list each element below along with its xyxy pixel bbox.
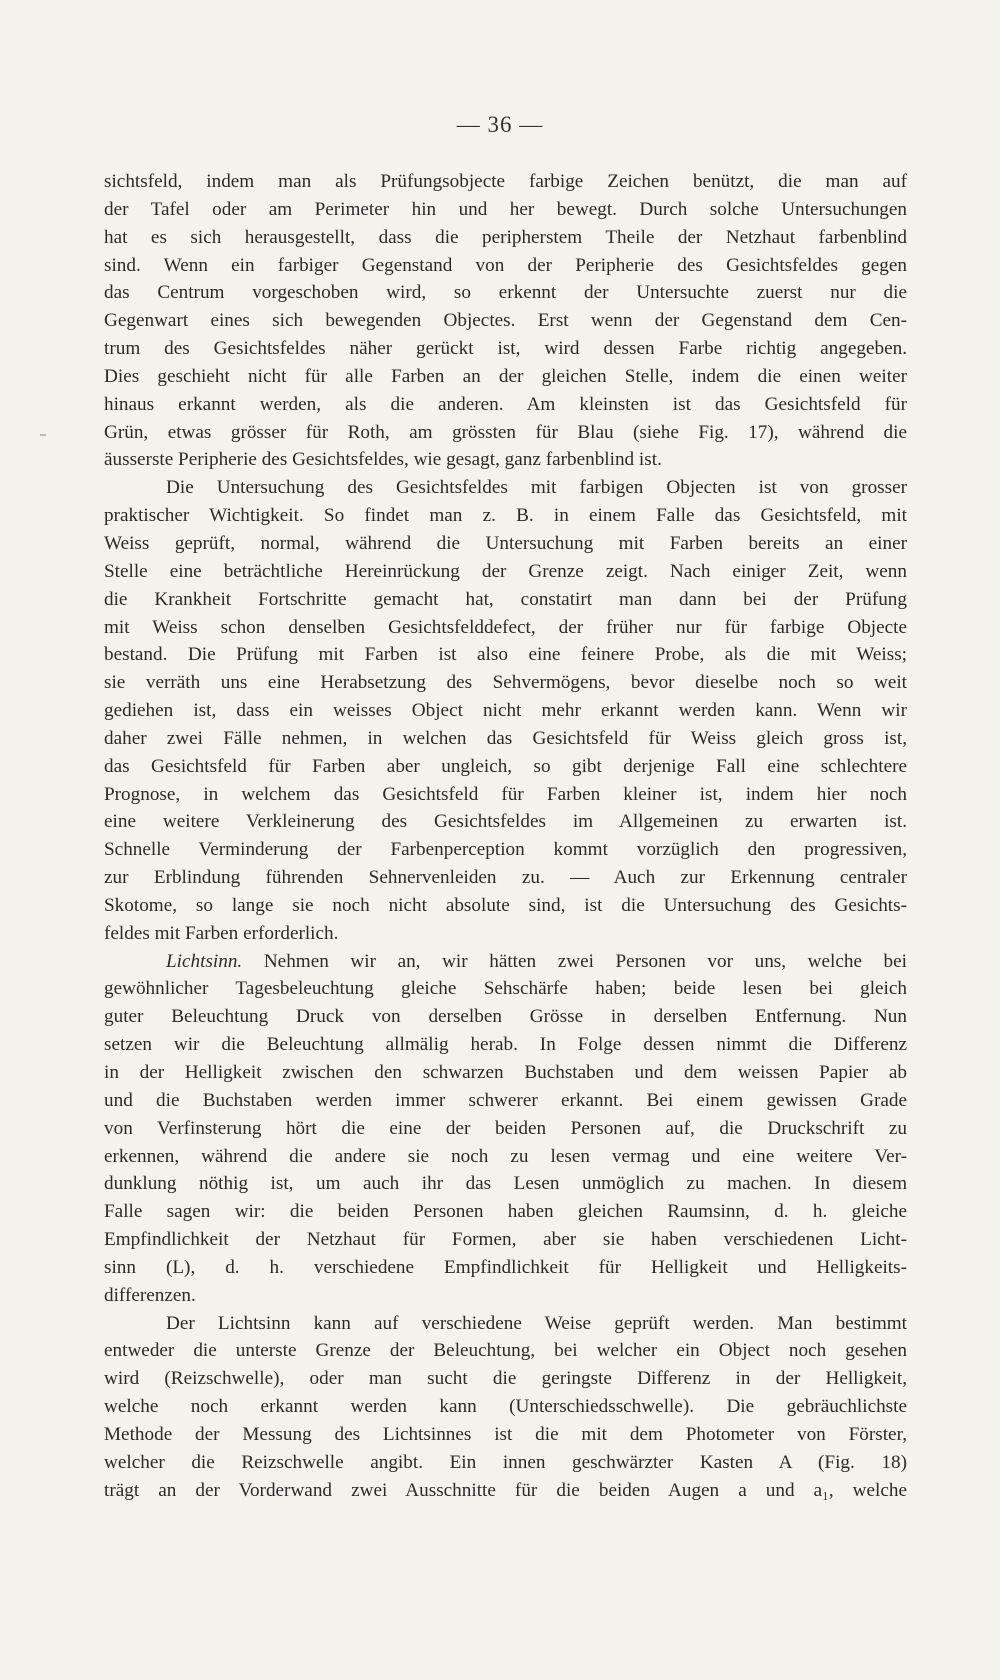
text-line: Grün, etwas grösser für Roth, am grössten für Blau (siehe Fig. 17), während die bbox=[104, 421, 907, 443]
text-line: hinaus erkannt werden, als die anderen. Am kleinsten ist das Gesichtsfeld für bbox=[104, 393, 907, 415]
text-line: gediehen ist, dass ein weisses Object nicht mehr erkannt werden kann. Wenn wir bbox=[104, 700, 907, 722]
text-line: Prognose, in welchem das Gesichtsfeld für Farben kleiner ist, indem hier noch bbox=[104, 783, 907, 805]
text-line: welche noch erkannt werden kann (Unterschiedsschwelle). Die gebräuchlichste bbox=[104, 1396, 907, 1418]
text-line: Der Lichtsinn kann auf verschiedene Weise geprüft werden. Man bestimmt bbox=[166, 1312, 907, 1334]
text-line: wird (Reizschwelle), oder man sucht die geringste Differenz in der Helligkeit, bbox=[104, 1368, 907, 1390]
text-line: erkennen, während die andere sie noch zu lesen vermag und eine weitere Ver- bbox=[104, 1145, 907, 1167]
text-line: welcher die Reizschwelle angibt. Ein innen geschwärzter Kasten A (Fig. 18) bbox=[104, 1451, 907, 1473]
text-line: trum des Gesichtsfeldes näher gerückt ist, wird dessen Farbe richtig angegeben. bbox=[104, 338, 907, 360]
text-line: Methode der Messung des Lichtsinnes ist die mit dem Photometer von Förster, bbox=[104, 1423, 907, 1445]
text-line: zur Erblindung führenden Sehnervenleiden zu. — Auch zur Erkennung centraler bbox=[104, 867, 907, 889]
text-line: trägt an der Vorderwand zwei Ausschnitte für die beiden Augen a und a₁, welche bbox=[104, 1479, 907, 1501]
text-line: in der Helligkeit zwischen den schwarzen Buchstaben und dem weissen Papier ab bbox=[104, 1062, 907, 1083]
text-line: guter Beleuchtung Druck von derselben Grösse in derselben Entfernung. Nun bbox=[104, 1006, 907, 1028]
text-line: differenzen. bbox=[104, 1284, 196, 1306]
text-line: Stelle eine beträchtliche Hereinrückung der Grenze zeigt. Nach einiger Zeit, wenn bbox=[104, 560, 907, 582]
text-line: Gegenwart eines sich bewegenden Objectes. Erst wenn der Gegenstand dem Cen- bbox=[104, 310, 907, 332]
text-line: Schnelle Verminderung der Farbenperception kommt vorzüglich den progressiven, bbox=[104, 839, 907, 861]
text-line: setzen wir die Beleuchtung allmälig herab. In Folge dessen nimmt die Differenz bbox=[104, 1034, 907, 1056]
text-line: sichtsfeld, indem man als Prüfungsobjecte farbige Zeichen benützt, die man auf bbox=[104, 171, 907, 192]
text-line: gewöhnlicher Tagesbeleuchtung gleiche Sehschärfe haben; beide lesen bei gleich bbox=[104, 978, 907, 1000]
body-text bbox=[104, 168, 907, 1505]
text-line: praktischer Wichtigkeit. So findet man z. B. in einem Falle das Gesichtsfeld, mit bbox=[104, 505, 907, 527]
section-heading: Lichtsinn. bbox=[166, 950, 243, 972]
text-line: entweder die unterste Grenze der Beleuchtung, bei welcher ein Object noch gesehen bbox=[104, 1340, 907, 1362]
text-line: Skotome, so lange sie noch nicht absolute sind, ist die Untersuchung des Gesichts- bbox=[104, 894, 907, 916]
text-line: hat es sich herausgestellt, dass die peripherstem Theile der Netzhaut farbenblind bbox=[104, 226, 907, 248]
page-number: — 36 — bbox=[456, 112, 544, 137]
text-line: sinn (L), d. h. verschiedene Empfindlichkeit für Helligkeit und Helligkeits- bbox=[104, 1256, 907, 1278]
text-line: die Krankheit Fortschritte gemacht hat, constatirt man dann bei der Prüfung bbox=[104, 588, 907, 610]
text-line: von Verfinsterung hört die eine der beiden Personen auf, die Druckschrift zu bbox=[104, 1117, 907, 1139]
text-line-content: Nehmen wir an, wir hätten zwei Personen vor uns, welche bei bbox=[242, 950, 907, 972]
text-line: bestand. Die Prüfung mit Farben ist also eine feinere Probe, als die mit Weiss; bbox=[104, 644, 907, 666]
text-line: dunklung nöthig ist, um auch ihr das Lesen unmöglich zu machen. In diesem bbox=[104, 1173, 907, 1195]
text-line: Dies geschieht nicht für alle Farben an der gleichen Stelle, indem die einen weiter bbox=[104, 365, 907, 387]
text-line: Die Untersuchung des Gesichtsfeldes mit farbigen Objecten ist von grosser bbox=[166, 477, 907, 499]
text-line: und die Buchstaben werden immer schwerer erkannt. Bei einem gewissen Grade bbox=[104, 1089, 907, 1111]
text-line: das Gesichtsfeld für Farben aber ungleich, so gibt derjenige Fall eine schlechtere bbox=[104, 755, 907, 777]
text-line: der Tafel oder am Perimeter hin und her bewegt. Durch solche Untersuchungen bbox=[104, 198, 907, 220]
text-line: feldes mit Farben erforderlich. bbox=[104, 922, 339, 944]
text-line: sie verräth uns eine Herabsetzung des Sehvermögens, bevor dieselbe noch so weit bbox=[104, 672, 907, 694]
text-line bbox=[104, 948, 907, 976]
text-line: Empfindlichkeit der Netzhaut für Formen, aber sie haben verschiedenen Licht- bbox=[104, 1229, 907, 1251]
text-line: sind. Wenn ein farbiger Gegenstand von der Peripherie des Gesichtsfeldes gegen bbox=[104, 254, 907, 276]
text-line: Falle sagen wir: die beiden Personen haben gleichen Raumsinn, d. h. gleiche bbox=[104, 1201, 907, 1223]
text-line: daher zwei Fälle nehmen, in welchen das Gesichtsfeld für Weiss gleich gross ist, bbox=[104, 727, 907, 749]
text-line: Weiss geprüft, normal, während die Untersuchung mit Farben bereits an einer bbox=[104, 532, 907, 554]
text-line: mit Weiss schon denselben Gesichtsfelddefect, der früher nur für farbige Objecte bbox=[104, 616, 907, 638]
margin-mark bbox=[40, 434, 46, 436]
text-line: das Centrum vorgeschoben wird, so erkennt der Untersuchte zuerst nur die bbox=[104, 282, 907, 304]
text-line: äusserste Peripherie des Gesichtsfeldes, wie gesagt, ganz farbenblind ist. bbox=[104, 449, 662, 471]
text-line: eine weitere Verkleinerung des Gesichtsfeldes im Allgemeinen zu erwarten ist. bbox=[104, 811, 907, 833]
